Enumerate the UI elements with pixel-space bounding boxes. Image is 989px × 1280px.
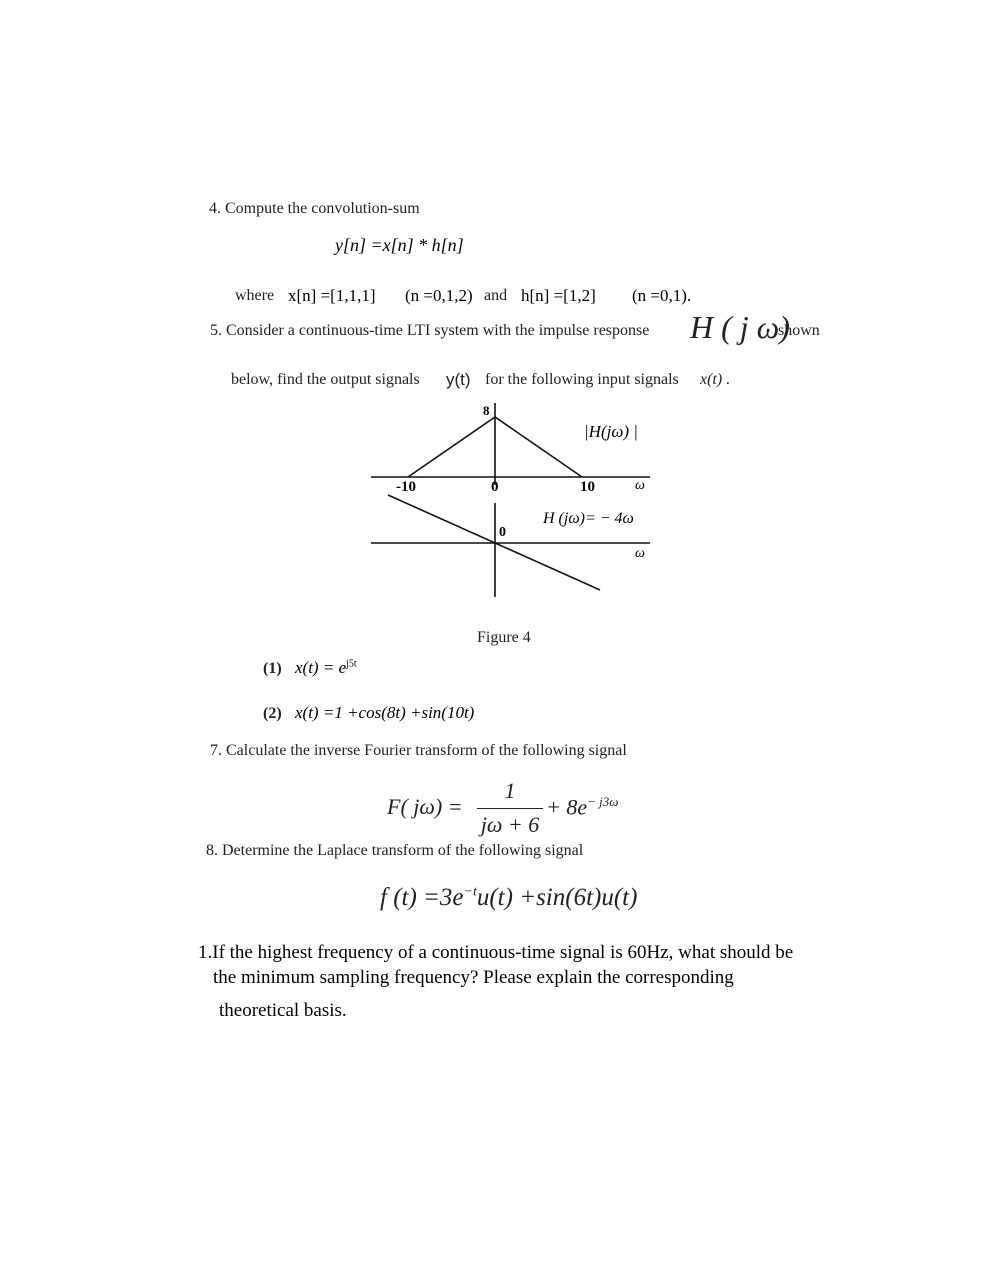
peak-label: 8 xyxy=(483,403,490,418)
q4-x-range: (n =0,1,2) xyxy=(405,286,473,305)
q7-title: 7. Calculate the inverse Fourier transform of the following signal xyxy=(210,742,627,759)
q5-yt: y(t) xyxy=(446,370,471,389)
q7-rest: + $8e^{- j3\omega}$ xyxy=(546,794,619,820)
q1-line1: 1.If the highest frequency of a continuous-time signal is 60Hz, what should be xyxy=(198,942,794,963)
q5-shown: shown xyxy=(778,322,820,339)
item1-expr: $x(t) = e^{j5t}$ xyxy=(295,658,357,677)
tick-0: 0 xyxy=(491,479,499,495)
q1-line3: theoretical basis. xyxy=(219,1000,347,1021)
fraction-bar xyxy=(477,808,543,809)
tick-10: 10 xyxy=(580,479,595,495)
q8-title: 8. Determine the Laplace transform of the following signal xyxy=(206,842,584,859)
magnitude-label: |H(jω) | xyxy=(584,422,638,441)
q5-H: H ( j ω) xyxy=(690,309,790,345)
q4-equation: y[n] =x[n] * h[n] xyxy=(335,235,464,255)
q7-lhs: F( jω) = xyxy=(387,794,463,819)
item2-expr: x(t) =1 +cos(8t) +sin(10t) xyxy=(295,703,475,722)
q4-x-def: x[n] =[1,1,1] xyxy=(288,286,376,305)
figure-4 xyxy=(360,395,660,605)
phase-origin-label: 0 xyxy=(499,525,506,540)
q1-line2: the minimum sampling frequency? Please explain the corresponding xyxy=(213,967,734,988)
phase-label: H (jω)= − 4ω xyxy=(543,510,634,527)
q4-h-def: h[n] =[1,2] xyxy=(521,286,596,305)
q4-where: where xyxy=(235,287,275,304)
q7-numerator: 1 xyxy=(504,778,516,803)
figure-caption: Figure 4 xyxy=(477,629,531,646)
phase-omega-label: ω xyxy=(635,546,645,561)
q5-xt: x(t) . xyxy=(700,371,731,388)
q4-title: 4. Compute the convolution-sum xyxy=(209,200,420,217)
q8-equation: f $(t) =3e^{-t}u(t) +\sin(6t)u(t)$ xyxy=(380,884,638,911)
q7-denominator: jω + 6 xyxy=(480,812,540,837)
q4-h-range: (n =0,1). xyxy=(632,286,692,305)
q5-line1: 5. Consider a continuous-time LTI system with the impulse response xyxy=(210,322,650,339)
q5-line2a: below, find the output signals xyxy=(231,371,420,388)
tick-neg10: -10 xyxy=(396,479,416,495)
q5-line2b: for the following input signals xyxy=(485,371,679,388)
item1-num: (1) xyxy=(263,660,282,677)
mag-omega-label: ω xyxy=(635,478,645,493)
q4-and: and xyxy=(484,287,508,304)
item2-num: (2) xyxy=(263,705,282,722)
